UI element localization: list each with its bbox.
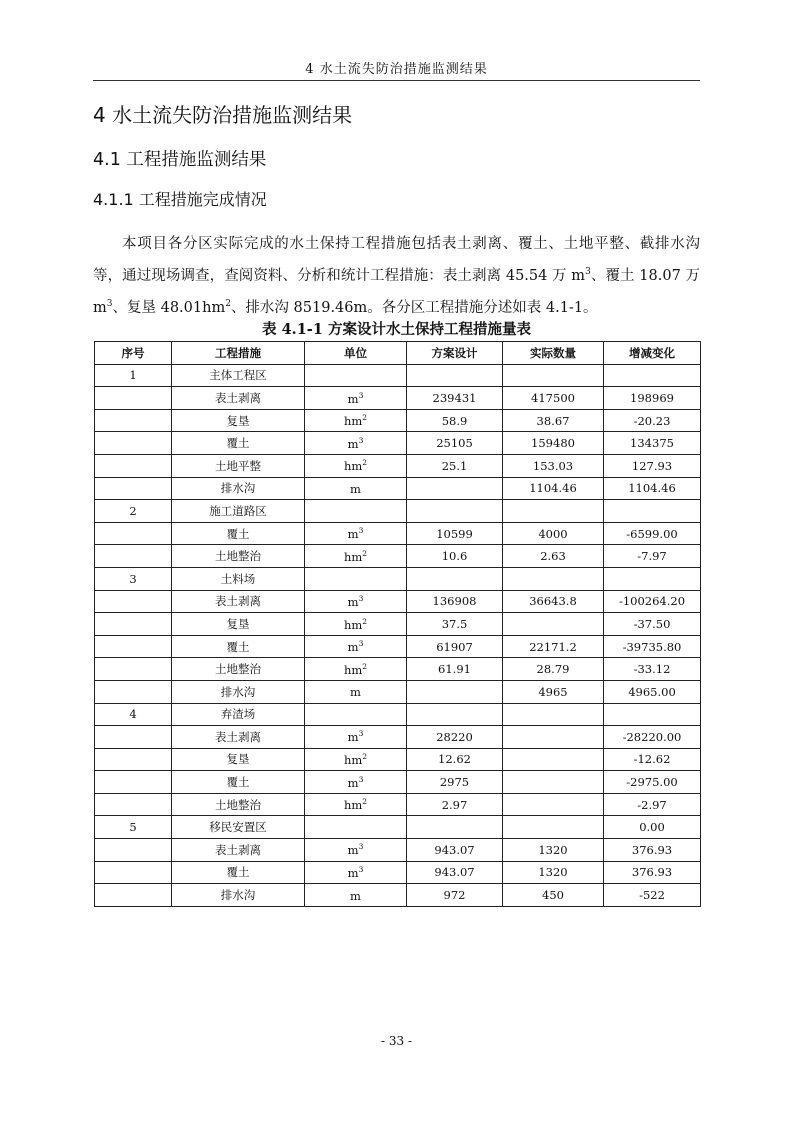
cell-measure: 覆土	[172, 522, 305, 545]
table-row	[95, 839, 701, 862]
cell-change: -6599.00	[604, 522, 701, 545]
unit-exponent: 2	[362, 661, 368, 671]
cell-measure: 土地整治	[172, 658, 305, 681]
cell-measure: 覆土	[172, 771, 305, 794]
cell-unit	[305, 545, 407, 568]
unit-exponent: 2	[362, 458, 368, 468]
cell-measure: 排水沟	[172, 680, 305, 703]
cell-planned: 37.5	[407, 613, 503, 636]
unit-exponent: 3	[358, 390, 364, 400]
cell-planned: 943.07	[407, 861, 503, 884]
cell-unit	[305, 839, 407, 862]
cell-unit	[305, 364, 407, 387]
cell-actual: 38.67	[503, 409, 604, 432]
cell-unit	[305, 522, 407, 545]
table-row	[95, 726, 701, 749]
col-header-unit: 单位	[305, 342, 407, 365]
cell-unit	[305, 816, 407, 839]
cell-index	[95, 545, 172, 568]
table-row	[95, 500, 701, 523]
cell-planned: 25105	[407, 432, 503, 455]
table-row	[95, 771, 701, 794]
cell-measure: 复垦	[172, 748, 305, 771]
cell-measure: 排水沟	[172, 884, 305, 907]
cell-change: -39735.80	[604, 635, 701, 658]
cell-change: 4965.00	[604, 680, 701, 703]
cell-actual: 153.03	[503, 454, 604, 477]
unit-exponent: 2	[362, 752, 368, 762]
cell-actual	[503, 567, 604, 590]
running-header: 4 水土流失防治措施监测结果	[305, 62, 488, 77]
unit-base: m	[347, 843, 359, 858]
table-row	[95, 884, 701, 907]
cell-unit	[305, 635, 407, 658]
cell-index: 2	[95, 500, 172, 523]
cell-change	[604, 567, 701, 590]
chapter-heading: 4 水土流失防治措施监测结果	[93, 103, 353, 127]
cell-change: 1104.46	[604, 477, 701, 500]
cell-actual	[503, 771, 604, 794]
unit-exponent: 3	[358, 593, 364, 603]
cell-unit	[305, 567, 407, 590]
cell-index: 3	[95, 567, 172, 590]
cell-planned	[407, 477, 503, 500]
table-row	[95, 545, 701, 568]
cell-unit	[305, 432, 407, 455]
unit-base: m	[350, 888, 361, 903]
cell-measure: 土地整治	[172, 545, 305, 568]
unit-base: m	[347, 526, 359, 541]
unit-exponent: 3	[358, 865, 364, 875]
table-row	[95, 454, 701, 477]
cell-planned	[407, 703, 503, 726]
cell-actual	[503, 793, 604, 816]
cell-planned	[407, 567, 503, 590]
cell-planned: 28220	[407, 726, 503, 749]
cell-planned: 10599	[407, 522, 503, 545]
cell-actual: 159480	[503, 432, 604, 455]
cell-unit	[305, 726, 407, 749]
cell-index	[95, 454, 172, 477]
cell-unit	[305, 590, 407, 613]
cell-measure: 移民安置区	[172, 816, 305, 839]
cell-actual	[503, 816, 604, 839]
cell-unit	[305, 703, 407, 726]
cell-planned: 2.97	[407, 793, 503, 816]
cell-unit	[305, 387, 407, 410]
cell-change: -7.97	[604, 545, 701, 568]
cell-change: -2975.00	[604, 771, 701, 794]
cell-measure: 施工道路区	[172, 500, 305, 523]
cell-unit	[305, 861, 407, 884]
table-row	[95, 613, 701, 636]
cell-measure: 覆土	[172, 635, 305, 658]
cell-unit	[305, 613, 407, 636]
cell-measure: 土料场	[172, 567, 305, 590]
cell-unit	[305, 409, 407, 432]
cell-index	[95, 590, 172, 613]
unit-exponent: 3	[358, 842, 364, 852]
cell-index	[95, 409, 172, 432]
cell-actual	[503, 613, 604, 636]
cell-index	[95, 477, 172, 500]
unit-base: hm	[343, 413, 363, 428]
unit-exponent: 3	[358, 774, 364, 784]
table-row	[95, 635, 701, 658]
col-header-measure: 工程措施	[172, 342, 305, 365]
unit-base: m	[347, 436, 359, 451]
col-header-planned: 方案设计	[407, 342, 503, 365]
cell-unit	[305, 500, 407, 523]
cell-planned: 25.1	[407, 454, 503, 477]
cell-change: -28220.00	[604, 726, 701, 749]
cell-change	[604, 500, 701, 523]
cell-index	[95, 861, 172, 884]
unit-exponent: 3	[358, 639, 364, 649]
cell-index: 1	[95, 364, 172, 387]
cell-actual	[503, 748, 604, 771]
cell-change: -522	[604, 884, 701, 907]
cell-unit	[305, 771, 407, 794]
cell-measure: 复垦	[172, 613, 305, 636]
col-header-change: 增减变化	[604, 342, 701, 365]
unit-base: m	[347, 730, 359, 745]
unit-base: m	[347, 391, 359, 406]
cell-planned: 10.6	[407, 545, 503, 568]
cell-change: 0.00	[604, 816, 701, 839]
cell-index	[95, 680, 172, 703]
col-header-index: 序号	[95, 342, 172, 365]
cell-actual: 1320	[503, 861, 604, 884]
cell-planned	[407, 364, 503, 387]
cell-measure: 主体工程区	[172, 364, 305, 387]
cell-change: -12.62	[604, 748, 701, 771]
cell-index	[95, 839, 172, 862]
cell-actual: 4965	[503, 680, 604, 703]
cell-unit	[305, 793, 407, 816]
cell-change: -2.97	[604, 793, 701, 816]
cell-change: -100264.20	[604, 590, 701, 613]
unit-base: hm	[343, 549, 363, 564]
cell-change: -33.12	[604, 658, 701, 681]
cell-measure: 复垦	[172, 409, 305, 432]
cell-actual	[503, 364, 604, 387]
cell-planned	[407, 816, 503, 839]
table-header-row	[95, 342, 701, 365]
cell-unit	[305, 454, 407, 477]
table-row	[95, 861, 701, 884]
cell-index	[95, 748, 172, 771]
cell-planned: 943.07	[407, 839, 503, 862]
cell-change	[604, 364, 701, 387]
cell-actual	[503, 703, 604, 726]
cell-change: 198969	[604, 387, 701, 410]
cell-measure: 土地整治	[172, 793, 305, 816]
cell-planned: 239431	[407, 387, 503, 410]
cell-planned: 58.9	[407, 409, 503, 432]
unit-base: m	[350, 481, 361, 496]
cell-actual	[503, 726, 604, 749]
unit-exponent: 2	[362, 616, 368, 626]
body-paragraph: 本项目各分区实际完成的水土保持工程措施包括表土剥离、覆土、土地平整、截排水沟等，通过现场调查，查阅资料、分析和统计工程措施：表土剥离 45.54 万 $m^3$、覆土 18.07 万 $m^3$、复垦 $48.01hm^2$、排水沟 8519.46m。各分区工程措施分述如表 4.1-1。	[93, 236, 700, 316]
unit-base: m	[347, 865, 359, 880]
unit-base: hm	[343, 798, 363, 813]
table-row	[95, 816, 701, 839]
unit-base: hm	[343, 752, 363, 767]
table-row	[95, 793, 701, 816]
cell-planned: 972	[407, 884, 503, 907]
cell-planned	[407, 680, 503, 703]
cell-measure: 覆土	[172, 432, 305, 455]
unit-exponent: 3	[358, 729, 364, 739]
subsection-heading: 4.1.1 工程措施完成情况	[93, 190, 267, 209]
table-row	[95, 522, 701, 545]
table-caption: 表 4.1-1 方案设计水土保持工程措施量表	[262, 321, 531, 338]
unit-base: hm	[343, 459, 363, 474]
cell-actual: 28.79	[503, 658, 604, 681]
cell-change: 376.93	[604, 861, 701, 884]
cell-measure: 表土剥离	[172, 726, 305, 749]
unit-exponent: 3	[358, 526, 364, 536]
table-row	[95, 590, 701, 613]
cell-measure: 表土剥离	[172, 590, 305, 613]
table-row	[95, 432, 701, 455]
cell-unit	[305, 658, 407, 681]
cell-change: 127.93	[604, 454, 701, 477]
cell-change: 376.93	[604, 839, 701, 862]
unit-exponent: 3	[358, 435, 364, 445]
table-row	[95, 477, 701, 500]
unit-exponent: 2	[362, 797, 368, 807]
unit-base: m	[347, 639, 359, 654]
table-row	[95, 703, 701, 726]
cell-unit	[305, 884, 407, 907]
cell-index: 5	[95, 816, 172, 839]
cell-index	[95, 387, 172, 410]
unit-base: m	[350, 685, 361, 700]
table-row	[95, 409, 701, 432]
cell-actual: 22171.2	[503, 635, 604, 658]
cell-index	[95, 771, 172, 794]
cell-change: -20.23	[604, 409, 701, 432]
table-row	[95, 567, 701, 590]
table-row	[95, 748, 701, 771]
cell-index	[95, 884, 172, 907]
cell-actual: 2.63	[503, 545, 604, 568]
cell-actual: 4000	[503, 522, 604, 545]
table-row	[95, 364, 701, 387]
cell-index	[95, 635, 172, 658]
header-rule	[93, 80, 700, 81]
cell-planned: 136908	[407, 590, 503, 613]
cell-unit	[305, 748, 407, 771]
cell-planned: 12.62	[407, 748, 503, 771]
measures-table	[94, 341, 701, 907]
cell-actual: 1104.46	[503, 477, 604, 500]
cell-index	[95, 658, 172, 681]
unit-exponent: 2	[362, 548, 368, 558]
cell-index	[95, 522, 172, 545]
section-heading: 4.1 工程措施监测结果	[93, 150, 267, 170]
cell-planned	[407, 500, 503, 523]
cell-planned: 61907	[407, 635, 503, 658]
cell-planned: 2975	[407, 771, 503, 794]
table-row	[95, 680, 701, 703]
cell-index	[95, 432, 172, 455]
cell-change: 134375	[604, 432, 701, 455]
cell-measure: 表土剥离	[172, 839, 305, 862]
cell-index	[95, 793, 172, 816]
cell-actual: 417500	[503, 387, 604, 410]
cell-measure: 覆土	[172, 861, 305, 884]
cell-planned: 61.91	[407, 658, 503, 681]
cell-actual: 36643.8	[503, 590, 604, 613]
unit-base: m	[347, 594, 359, 609]
cell-change: -37.50	[604, 613, 701, 636]
cell-actual: 1320	[503, 839, 604, 862]
table-row	[95, 387, 701, 410]
cell-index: 4	[95, 703, 172, 726]
unit-base: hm	[343, 617, 363, 632]
page-number: - 33 -	[380, 1034, 412, 1048]
cell-measure: 土地平整	[172, 454, 305, 477]
cell-measure: 弃渣场	[172, 703, 305, 726]
col-header-actual: 实际数量	[503, 342, 604, 365]
cell-actual: 450	[503, 884, 604, 907]
unit-base: hm	[343, 662, 363, 677]
cell-index	[95, 613, 172, 636]
cell-change	[604, 703, 701, 726]
cell-measure: 排水沟	[172, 477, 305, 500]
cell-index	[95, 726, 172, 749]
cell-unit	[305, 477, 407, 500]
cell-unit	[305, 680, 407, 703]
cell-measure: 表土剥离	[172, 387, 305, 410]
cell-actual	[503, 500, 604, 523]
unit-exponent: 2	[362, 413, 368, 423]
table-row	[95, 658, 701, 681]
unit-base: m	[347, 775, 359, 790]
